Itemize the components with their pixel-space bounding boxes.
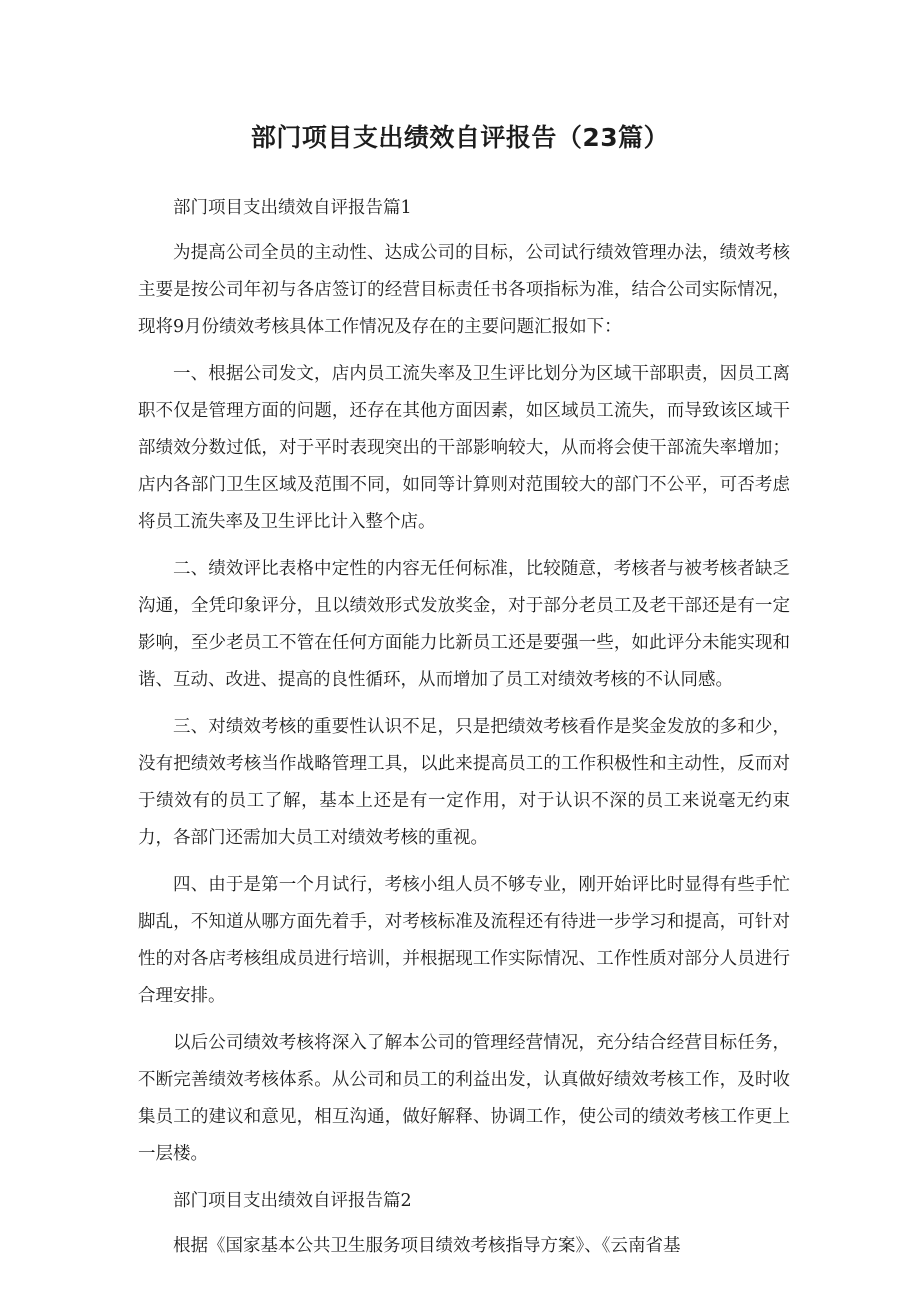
paragraph-section2-start: 根据《国家基本公共卫生服务项目绩效考核指导方案》、《云南省基	[173, 1236, 681, 1256]
document-body	[138, 190, 790, 1275]
paragraph-point-3: 三、对绩效考核的重要性认识不足，只是把绩效考核看作是奖金发放的多和少，没有把绩效考核当作战略管理工具，以此来提高员工的工作积极性和主动性，反而对于绩效有的员工了解，基本上还是有一定作用，对于认识不深的员工来说毫无约束力，各部门还需加大员工对绩效考核的重视。	[138, 717, 790, 848]
paragraph-conclusion: 以后公司绩效考核将深入了解本公司的管理经营情况，充分结合经营目标任务，不断完善绩效考核体系。从公司和员工的利益出发，认真做好绩效考核工作，及时收集员工的建议和意见，相互沟通，做好解释、协调工作，使公司的绩效考核工作更上一层楼。	[138, 1033, 790, 1164]
section-heading-2: 部门项目支出绩效自评报告篇2	[173, 1191, 412, 1211]
section-heading-1: 部门项目支出绩效自评报告篇1	[173, 198, 412, 218]
paragraph-point-1: 一、根据公司发文，店内员工流失率及卫生评比划分为区域干部职责，因员工离职不仅是管理方面的问题，还存在其他方面因素，如区域员工流失，而导致该区域干部绩效分数过低，对于平时表现突出的干部影响较大，从而将会使干部流失率增加；店内各部门卫生区域及范围不同，如同等计算则对范围较大的部门不公平，可否考虑将员工流失率及卫生评比计入整个店。	[138, 364, 790, 532]
paragraph-point-2: 二、绩效评比表格中定性的内容无任何标准，比较随意，考核者与被考核者缺乏沟通，全凭印象评分，且以绩效形式发放奖金，对于部分老员工及老干部还是有一定影响，至少老员工不管在任何方面能力比新员工还是要强一些，如此评分未能实现和谐、互动、改进、提高的良性循环，从而增加了员工对绩效考核的不认同感。	[138, 559, 790, 690]
paragraph-intro: 为提高公司全员的主动性、达成公司的目标，公司试行绩效管理办法，绩效考核主要是按公司年初与各店签订的经营目标责任书各项指标为准，结合公司实际情况，现将9月份绩效考核具体工作情况及存在的主要问题汇报如下：	[138, 243, 790, 337]
document-title: 部门项目支出绩效自评报告（23篇）	[250, 123, 670, 152]
paragraph-point-4: 四、由于是第一个月试行，考核小组人员不够专业，刚开始评比时显得有些手忙脚乱，不知道从哪方面先着手，对考核标准及流程还有待进一步学习和提高，可针对性的对各店考核组成员进行培训，并根据现工作实际情况、工作性质对部分人员进行合理安排。	[138, 875, 790, 1006]
